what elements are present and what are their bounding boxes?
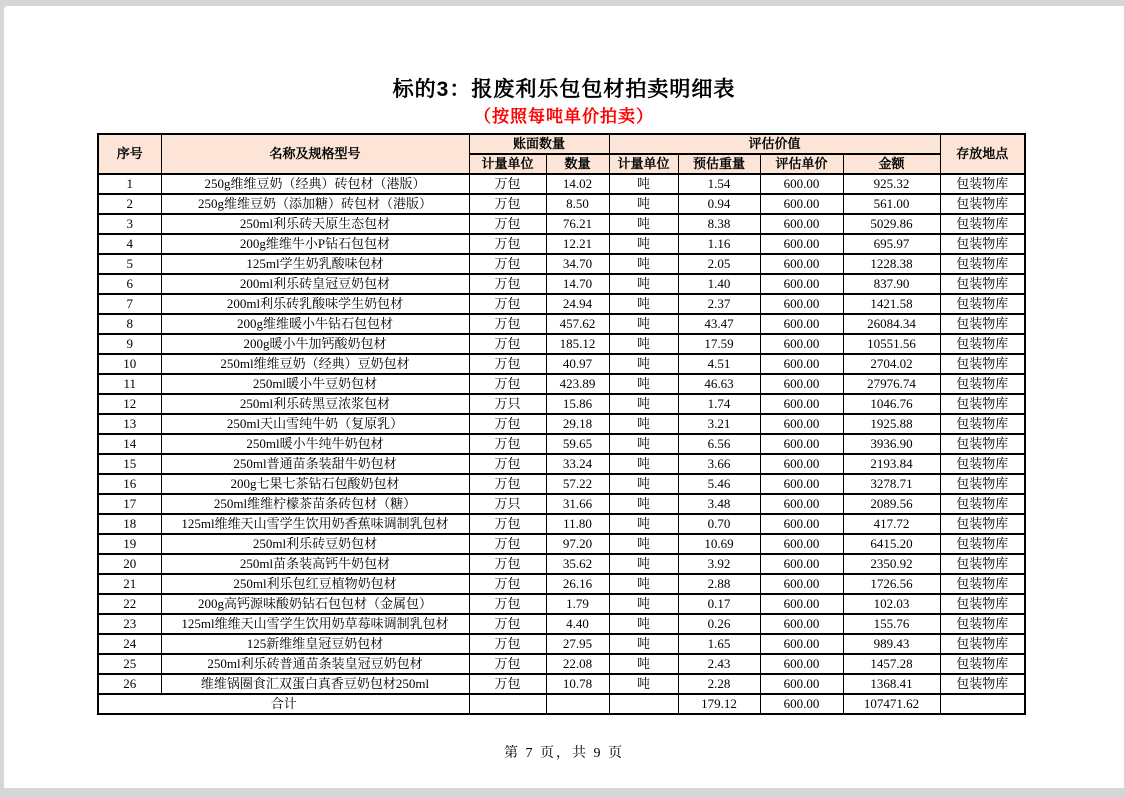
cell-est-weight: 2.05 [678, 254, 760, 274]
cell-book-qty: 24.94 [546, 294, 609, 314]
cell-name: 250ml利乐砖天原生态包材 [161, 214, 469, 234]
cell-location: 包装物库 [940, 254, 1025, 274]
cell-eval-unit: 吨 [609, 294, 678, 314]
table-row [98, 554, 1025, 574]
cell-eval-unit: 吨 [609, 454, 678, 474]
cell-est-weight: 1.65 [678, 634, 760, 654]
cell-unit-price: 600.00 [760, 654, 843, 674]
table-row [98, 534, 1025, 554]
cell-name: 250ml利乐砖豆奶包材 [161, 534, 469, 554]
cell-index: 4 [98, 234, 161, 254]
cell-location: 包装物库 [940, 314, 1025, 334]
cell-amount: 102.03 [843, 594, 940, 614]
cell-book-unit: 万包 [469, 454, 546, 474]
cell-book-unit: 万包 [469, 594, 546, 614]
cell-index: 15 [98, 454, 161, 474]
cell-book-unit: 万包 [469, 534, 546, 554]
cell-name: 250ml利乐包红豆植物奶包材 [161, 574, 469, 594]
cell-name: 250ml利乐砖普通苗条装皇冠豆奶包材 [161, 654, 469, 674]
cell-book-qty: 1.79 [546, 594, 609, 614]
cell-book-unit: 万包 [469, 174, 546, 194]
table-row [98, 234, 1025, 254]
cell-amount: 1421.58 [843, 294, 940, 314]
cell-name: 250ml暖小牛豆奶包材 [161, 374, 469, 394]
total-location [940, 694, 1025, 714]
cell-index: 7 [98, 294, 161, 314]
total-unit-price: 600.00 [760, 694, 843, 714]
cell-location: 包装物库 [940, 394, 1025, 414]
cell-book-qty: 59.65 [546, 434, 609, 454]
table-row [98, 574, 1025, 594]
cell-book-unit: 万包 [469, 634, 546, 654]
cell-book-unit: 万包 [469, 514, 546, 534]
cell-book-unit: 万包 [469, 674, 546, 694]
cell-est-weight: 1.54 [678, 174, 760, 194]
header-group-book-qty: 账面数量 [469, 134, 609, 154]
cell-eval-unit: 吨 [609, 194, 678, 214]
cell-name: 250ml苗条装高钙牛奶包材 [161, 554, 469, 574]
cell-amount: 6415.20 [843, 534, 940, 554]
cell-est-weight: 2.37 [678, 294, 760, 314]
cell-amount: 417.72 [843, 514, 940, 534]
cell-unit-price: 600.00 [760, 414, 843, 434]
cell-eval-unit: 吨 [609, 554, 678, 574]
cell-book-unit: 万包 [469, 334, 546, 354]
cell-book-unit: 万包 [469, 274, 546, 294]
cell-book-qty: 33.24 [546, 454, 609, 474]
cell-index: 9 [98, 334, 161, 354]
cell-index: 21 [98, 574, 161, 594]
cell-eval-unit: 吨 [609, 234, 678, 254]
cell-name: 250ml维维豆奶（经典）豆奶包材 [161, 354, 469, 374]
cell-unit-price: 600.00 [760, 534, 843, 554]
page-title: 标的3：报废利乐包包材拍卖明细表 [392, 78, 736, 101]
cell-amount: 1046.76 [843, 394, 940, 414]
cell-name: 250g维维豆奶（经典）砖包材（港版） [161, 174, 469, 194]
cell-location: 包装物库 [940, 334, 1025, 354]
table-row [98, 294, 1025, 314]
cell-eval-unit: 吨 [609, 414, 678, 434]
cell-book-unit: 万包 [469, 234, 546, 254]
cell-name: 250ml普通苗条装甜牛奶包材 [161, 454, 469, 474]
cell-book-qty: 457.62 [546, 314, 609, 334]
cell-location: 包装物库 [940, 674, 1025, 694]
table-row [98, 674, 1025, 694]
table-row [98, 314, 1025, 334]
cell-book-unit: 万包 [469, 294, 546, 314]
cell-book-qty: 8.50 [546, 194, 609, 214]
cell-location: 包装物库 [940, 174, 1025, 194]
header-est-weight: 预估重量 [678, 154, 760, 174]
cell-index: 22 [98, 594, 161, 614]
cell-unit-price: 600.00 [760, 674, 843, 694]
header-eval-unit: 计量单位 [609, 154, 678, 174]
cell-book-unit: 万包 [469, 474, 546, 494]
cell-index: 26 [98, 674, 161, 694]
cell-name: 200ml利乐砖乳酸味学生奶包材 [161, 294, 469, 314]
table-row [98, 434, 1025, 454]
cell-unit-price: 600.00 [760, 554, 843, 574]
cell-est-weight: 1.40 [678, 274, 760, 294]
table-row [98, 194, 1025, 214]
cell-name: 250ml暖小牛纯牛奶包材 [161, 434, 469, 454]
cell-amount: 5029.86 [843, 214, 940, 234]
cell-unit-price: 600.00 [760, 194, 843, 214]
table-row [98, 334, 1025, 354]
cell-est-weight: 0.70 [678, 514, 760, 534]
cell-eval-unit: 吨 [609, 634, 678, 654]
table-row [98, 614, 1025, 634]
table-row [98, 594, 1025, 614]
cell-amount: 2193.84 [843, 454, 940, 474]
cell-est-weight: 46.63 [678, 374, 760, 394]
table-row [98, 394, 1025, 414]
cell-book-qty: 76.21 [546, 214, 609, 234]
cell-index: 18 [98, 514, 161, 534]
cell-book-qty: 11.80 [546, 514, 609, 534]
cell-index: 5 [98, 254, 161, 274]
total-amount: 107471.62 [843, 694, 940, 714]
cell-unit-price: 600.00 [760, 254, 843, 274]
total-eval-unit [609, 694, 678, 714]
cell-est-weight: 1.16 [678, 234, 760, 254]
cell-location: 包装物库 [940, 514, 1025, 534]
cell-amount: 695.97 [843, 234, 940, 254]
cell-unit-price: 600.00 [760, 574, 843, 594]
total-book-qty [546, 694, 609, 714]
cell-name: 200g维维暖小牛钻石包包材 [161, 314, 469, 334]
cell-eval-unit: 吨 [609, 514, 678, 534]
cell-eval-unit: 吨 [609, 214, 678, 234]
cell-eval-unit: 吨 [609, 434, 678, 454]
cell-book-qty: 34.70 [546, 254, 609, 274]
cell-index: 3 [98, 214, 161, 234]
cell-location: 包装物库 [940, 634, 1025, 654]
cell-book-qty: 14.02 [546, 174, 609, 194]
cell-name: 250ml天山雪纯牛奶（复原乳） [161, 414, 469, 434]
cell-eval-unit: 吨 [609, 254, 678, 274]
cell-eval-unit: 吨 [609, 614, 678, 634]
table-row [98, 654, 1025, 674]
cell-index: 19 [98, 534, 161, 554]
cell-unit-price: 600.00 [760, 234, 843, 254]
cell-book-qty: 4.40 [546, 614, 609, 634]
cell-location: 包装物库 [940, 354, 1025, 374]
cell-book-unit: 万包 [469, 354, 546, 374]
table-row [98, 354, 1025, 374]
cell-eval-unit: 吨 [609, 474, 678, 494]
cell-index: 8 [98, 314, 161, 334]
cell-location: 包装物库 [940, 554, 1025, 574]
cell-unit-price: 600.00 [760, 454, 843, 474]
cell-book-qty: 185.12 [546, 334, 609, 354]
cell-book-unit: 万包 [469, 654, 546, 674]
header-name: 名称及规格型号 [161, 134, 469, 174]
cell-location: 包装物库 [940, 274, 1025, 294]
cell-index: 1 [98, 174, 161, 194]
cell-amount: 155.76 [843, 614, 940, 634]
cell-eval-unit: 吨 [609, 654, 678, 674]
cell-location: 包装物库 [940, 474, 1025, 494]
cell-name: 250ml利乐砖黑豆浓浆包材 [161, 394, 469, 414]
cell-unit-price: 600.00 [760, 334, 843, 354]
cell-amount: 1228.38 [843, 254, 940, 274]
cell-unit-price: 600.00 [760, 314, 843, 334]
cell-amount: 925.32 [843, 174, 940, 194]
cell-est-weight: 8.38 [678, 214, 760, 234]
cell-index: 14 [98, 434, 161, 454]
cell-location: 包装物库 [940, 594, 1025, 614]
cell-book-unit: 万包 [469, 374, 546, 394]
cell-unit-price: 600.00 [760, 274, 843, 294]
cell-index: 25 [98, 654, 161, 674]
cell-location: 包装物库 [940, 214, 1025, 234]
header-group-eval-value: 评估价值 [609, 134, 940, 154]
cell-book-unit: 万包 [469, 574, 546, 594]
cell-est-weight: 4.51 [678, 354, 760, 374]
cell-name: 125ml维维天山雪学生饮用奶香蕉味调制乳包材 [161, 514, 469, 534]
cell-unit-price: 600.00 [760, 434, 843, 454]
page-subtitle: （按照每吨单价拍卖） [474, 107, 654, 126]
cell-name: 125新维维皇冠豆奶包材 [161, 634, 469, 654]
cell-unit-price: 600.00 [760, 474, 843, 494]
cell-amount: 989.43 [843, 634, 940, 654]
total-est-weight: 179.12 [678, 694, 760, 714]
cell-amount: 1726.56 [843, 574, 940, 594]
total-book-unit [469, 694, 546, 714]
cell-unit-price: 600.00 [760, 394, 843, 414]
cell-eval-unit: 吨 [609, 674, 678, 694]
table-row [98, 474, 1025, 494]
header-book-qty: 数量 [546, 154, 609, 174]
cell-est-weight: 3.48 [678, 494, 760, 514]
cell-book-unit: 万只 [469, 494, 546, 514]
cell-est-weight: 0.17 [678, 594, 760, 614]
cell-est-weight: 0.94 [678, 194, 760, 214]
cell-name: 250g维维豆奶（添加糖）砖包材（港版） [161, 194, 469, 214]
cell-unit-price: 600.00 [760, 354, 843, 374]
cell-book-unit: 万包 [469, 214, 546, 234]
cell-eval-unit: 吨 [609, 334, 678, 354]
header-row-1 [98, 134, 1025, 154]
table-body [98, 174, 1025, 714]
cell-book-qty: 35.62 [546, 554, 609, 574]
cell-book-qty: 29.18 [546, 414, 609, 434]
cell-name: 125ml学生奶乳酸味包材 [161, 254, 469, 274]
cell-name: 200ml利乐砖皇冠豆奶包材 [161, 274, 469, 294]
document-page [4, 6, 1124, 788]
cell-eval-unit: 吨 [609, 314, 678, 334]
cell-unit-price: 600.00 [760, 374, 843, 394]
cell-amount: 837.90 [843, 274, 940, 294]
cell-location: 包装物库 [940, 534, 1025, 554]
cell-est-weight: 0.26 [678, 614, 760, 634]
cell-est-weight: 1.74 [678, 394, 760, 414]
cell-eval-unit: 吨 [609, 174, 678, 194]
cell-unit-price: 600.00 [760, 594, 843, 614]
cell-eval-unit: 吨 [609, 274, 678, 294]
cell-est-weight: 2.28 [678, 674, 760, 694]
cell-name: 维维锅圈食汇双蛋白真香豆奶包材250ml [161, 674, 469, 694]
header-location: 存放地点 [940, 134, 1025, 174]
table-row [98, 494, 1025, 514]
cell-unit-price: 600.00 [760, 174, 843, 194]
cell-est-weight: 2.43 [678, 654, 760, 674]
cell-name: 200g七果七茶钻石包酸奶包材 [161, 474, 469, 494]
table-row [98, 274, 1025, 294]
cell-name: 200g暖小牛加钙酸奶包材 [161, 334, 469, 354]
cell-amount: 3936.90 [843, 434, 940, 454]
table-row [98, 454, 1025, 474]
table-row [98, 214, 1025, 234]
cell-location: 包装物库 [940, 234, 1025, 254]
cell-location: 包装物库 [940, 294, 1025, 314]
total-label: 合计 [98, 694, 469, 714]
cell-eval-unit: 吨 [609, 494, 678, 514]
cell-location: 包装物库 [940, 574, 1025, 594]
table-row [98, 374, 1025, 394]
cell-amount: 10551.56 [843, 334, 940, 354]
cell-location: 包装物库 [940, 374, 1025, 394]
cell-book-unit: 万只 [469, 394, 546, 414]
cell-index: 20 [98, 554, 161, 574]
cell-index: 11 [98, 374, 161, 394]
page-number: 第 7 页，共 9 页 [504, 746, 624, 761]
cell-index: 10 [98, 354, 161, 374]
cell-index: 6 [98, 274, 161, 294]
cell-book-unit: 万包 [469, 414, 546, 434]
cell-eval-unit: 吨 [609, 374, 678, 394]
cell-amount: 2350.92 [843, 554, 940, 574]
cell-est-weight: 3.21 [678, 414, 760, 434]
cell-book-unit: 万包 [469, 254, 546, 274]
cell-book-qty: 27.95 [546, 634, 609, 654]
cell-name: 250ml维维柠檬茶苗条砖包材（糖） [161, 494, 469, 514]
header-book-unit: 计量单位 [469, 154, 546, 174]
cell-amount: 3278.71 [843, 474, 940, 494]
cell-index: 17 [98, 494, 161, 514]
cell-location: 包装物库 [940, 454, 1025, 474]
cell-book-qty: 97.20 [546, 534, 609, 554]
cell-eval-unit: 吨 [609, 594, 678, 614]
cell-book-unit: 万包 [469, 314, 546, 334]
table-row [98, 414, 1025, 434]
table-row [98, 514, 1025, 534]
cell-est-weight: 10.69 [678, 534, 760, 554]
cell-est-weight: 3.66 [678, 454, 760, 474]
cell-index: 23 [98, 614, 161, 634]
table-row [98, 174, 1025, 194]
cell-amount: 27976.74 [843, 374, 940, 394]
cell-book-qty: 22.08 [546, 654, 609, 674]
cell-location: 包装物库 [940, 654, 1025, 674]
cell-location: 包装物库 [940, 614, 1025, 634]
cell-index: 16 [98, 474, 161, 494]
cell-amount: 2704.02 [843, 354, 940, 374]
table-row [98, 254, 1025, 274]
cell-est-weight: 3.92 [678, 554, 760, 574]
auction-detail-table [97, 133, 1026, 715]
cell-unit-price: 600.00 [760, 634, 843, 654]
cell-amount: 1925.88 [843, 414, 940, 434]
cell-unit-price: 600.00 [760, 294, 843, 314]
table-header [98, 134, 1025, 174]
cell-index: 12 [98, 394, 161, 414]
cell-book-qty: 423.89 [546, 374, 609, 394]
cell-unit-price: 600.00 [760, 614, 843, 634]
cell-name: 200g维维牛小P钻石包包材 [161, 234, 469, 254]
cell-est-weight: 17.59 [678, 334, 760, 354]
header-amount: 金额 [843, 154, 940, 174]
cell-eval-unit: 吨 [609, 354, 678, 374]
cell-unit-price: 600.00 [760, 514, 843, 534]
cell-book-unit: 万包 [469, 434, 546, 454]
cell-book-qty: 57.22 [546, 474, 609, 494]
cell-index: 2 [98, 194, 161, 214]
cell-est-weight: 43.47 [678, 314, 760, 334]
cell-unit-price: 600.00 [760, 494, 843, 514]
cell-amount: 26084.34 [843, 314, 940, 334]
cell-eval-unit: 吨 [609, 574, 678, 594]
cell-amount: 2089.56 [843, 494, 940, 514]
cell-book-qty: 31.66 [546, 494, 609, 514]
cell-book-qty: 15.86 [546, 394, 609, 414]
cell-book-qty: 14.70 [546, 274, 609, 294]
cell-est-weight: 2.88 [678, 574, 760, 594]
cell-amount: 1457.28 [843, 654, 940, 674]
cell-location: 包装物库 [940, 194, 1025, 214]
cell-name: 200g高钙源味酸奶钻石包包材（金属包） [161, 594, 469, 614]
cell-book-qty: 40.97 [546, 354, 609, 374]
cell-est-weight: 6.56 [678, 434, 760, 454]
header-index: 序号 [98, 134, 161, 174]
cell-eval-unit: 吨 [609, 534, 678, 554]
cell-book-unit: 万包 [469, 614, 546, 634]
cell-index: 24 [98, 634, 161, 654]
cell-book-unit: 万包 [469, 194, 546, 214]
cell-book-qty: 12.21 [546, 234, 609, 254]
header-unit-price: 评估单价 [760, 154, 843, 174]
cell-eval-unit: 吨 [609, 394, 678, 414]
cell-index: 13 [98, 414, 161, 434]
cell-location: 包装物库 [940, 434, 1025, 454]
total-row [98, 694, 1025, 714]
cell-name: 125ml维维天山雪学生饮用奶草莓味调制乳包材 [161, 614, 469, 634]
table-row [98, 634, 1025, 654]
cell-book-qty: 26.16 [546, 574, 609, 594]
cell-amount: 561.00 [843, 194, 940, 214]
cell-est-weight: 5.46 [678, 474, 760, 494]
cell-book-unit: 万包 [469, 554, 546, 574]
cell-location: 包装物库 [940, 494, 1025, 514]
cell-location: 包装物库 [940, 414, 1025, 434]
cell-book-qty: 10.78 [546, 674, 609, 694]
cell-amount: 1368.41 [843, 674, 940, 694]
cell-unit-price: 600.00 [760, 214, 843, 234]
